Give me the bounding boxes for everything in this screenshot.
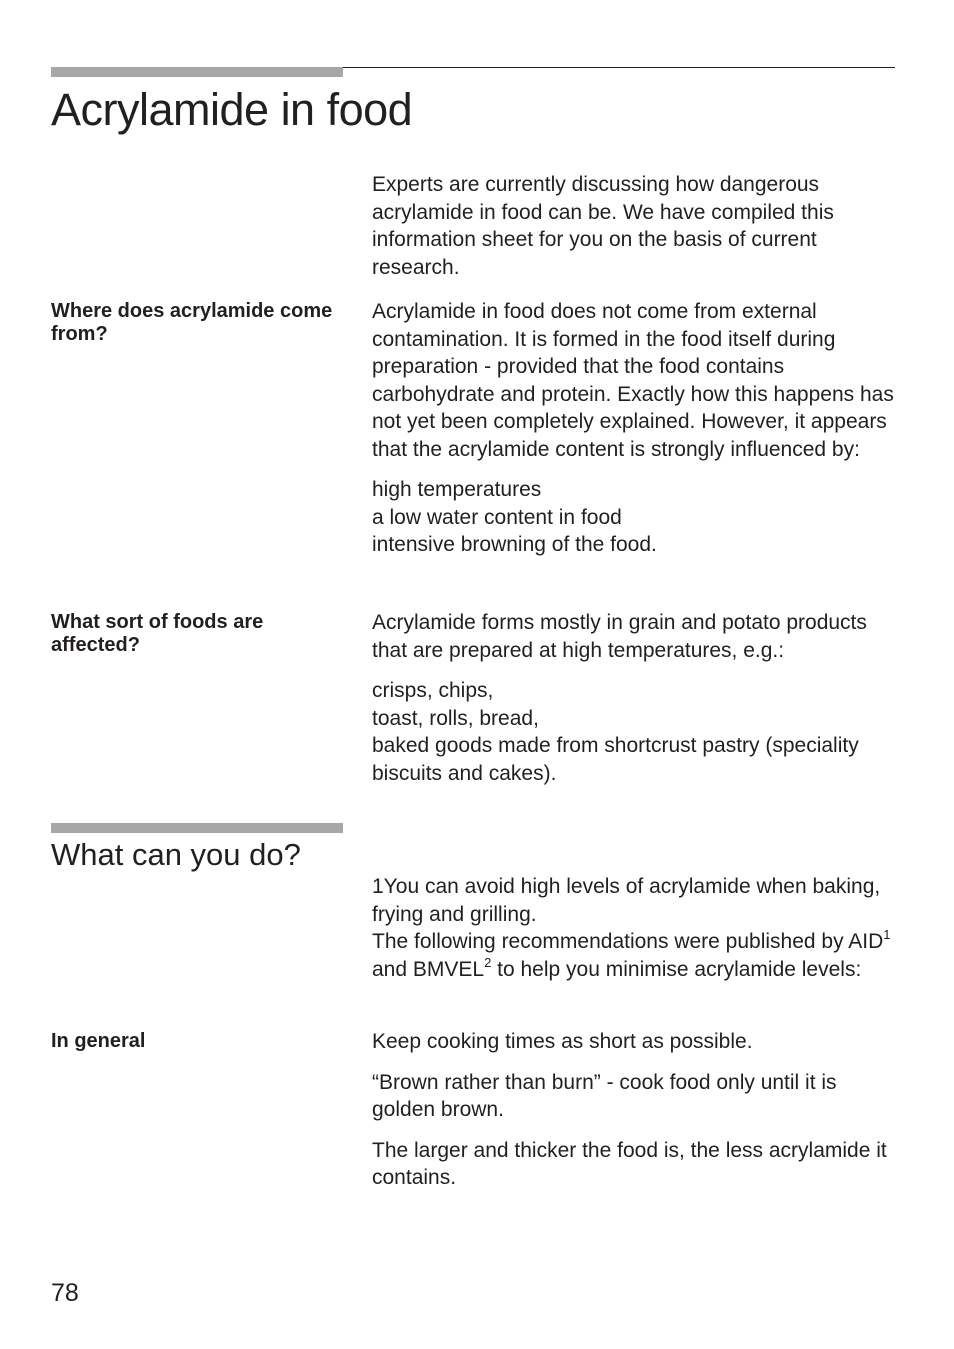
section-accent-bar — [51, 823, 343, 833]
intro-text: Experts are currently discussing how dangerous acrylamide in food can be. We have compiled this information sheet for you on the basis of current research. — [372, 173, 834, 279]
list-item: crisps, chips, — [372, 679, 494, 702]
title-accent-bar — [51, 67, 343, 77]
footnote-ref: 1 — [883, 927, 891, 942]
section-heading-origin: Where does acrylamide come from? — [51, 300, 333, 345]
section-heading-foods: What sort of foods are affected? — [51, 611, 264, 656]
section-heading-general: In general — [51, 1030, 146, 1052]
section-body-origin — [372, 298, 902, 559]
foods-paragraph: Acrylamide forms mostly in grain and potato products that are prepared at high temperatures, e.g.: — [372, 611, 867, 662]
page-number: 78 — [51, 1279, 79, 1307]
avoid-paragraph: 1You can avoid high levels of acrylamide when baking, frying and grilling. — [372, 875, 881, 926]
list-item: intensive browning of the food. — [372, 533, 657, 556]
list-item: high temperatures — [372, 478, 542, 501]
list-item: a low water content in food — [372, 505, 622, 529]
tip-item: “Brown rather than burn” - cook food only until it is golden brown. — [372, 1070, 837, 1121]
section-body-foods — [372, 609, 902, 787]
origin-paragraph: Acrylamide in food does not come from external contamination. It is formed in the food itself during preparation - provided that the food contains carbohydrate and protein. Exactly how this happens has not yet been completely explained. However, it appears that the acrylamide content is strongly influenced by: — [372, 300, 894, 461]
section-title-what-can-you-do: What can you do? — [51, 837, 301, 872]
general-tips — [372, 1028, 902, 1192]
list-item: toast, rolls, bread, — [372, 706, 539, 730]
what-can-you-do-body — [372, 873, 902, 983]
list-item: baked goods made from shortcrust pastry (speciality biscuits and cakes). — [372, 734, 859, 785]
page-title: Acrylamide in food — [51, 84, 413, 135]
intro-paragraph — [372, 171, 902, 281]
recommendations-paragraph: The following recommendations were published by AID$^1$ and BMVEL$^2$ to help you minimise acrylamide levels: — [372, 927, 891, 981]
tip-item: Keep cooking times as short as possible. — [372, 1030, 753, 1053]
footnote-ref: 2 — [484, 954, 492, 970]
tip-item: The larger and thicker the food is, the less acrylamide it contains. — [372, 1138, 887, 1189]
